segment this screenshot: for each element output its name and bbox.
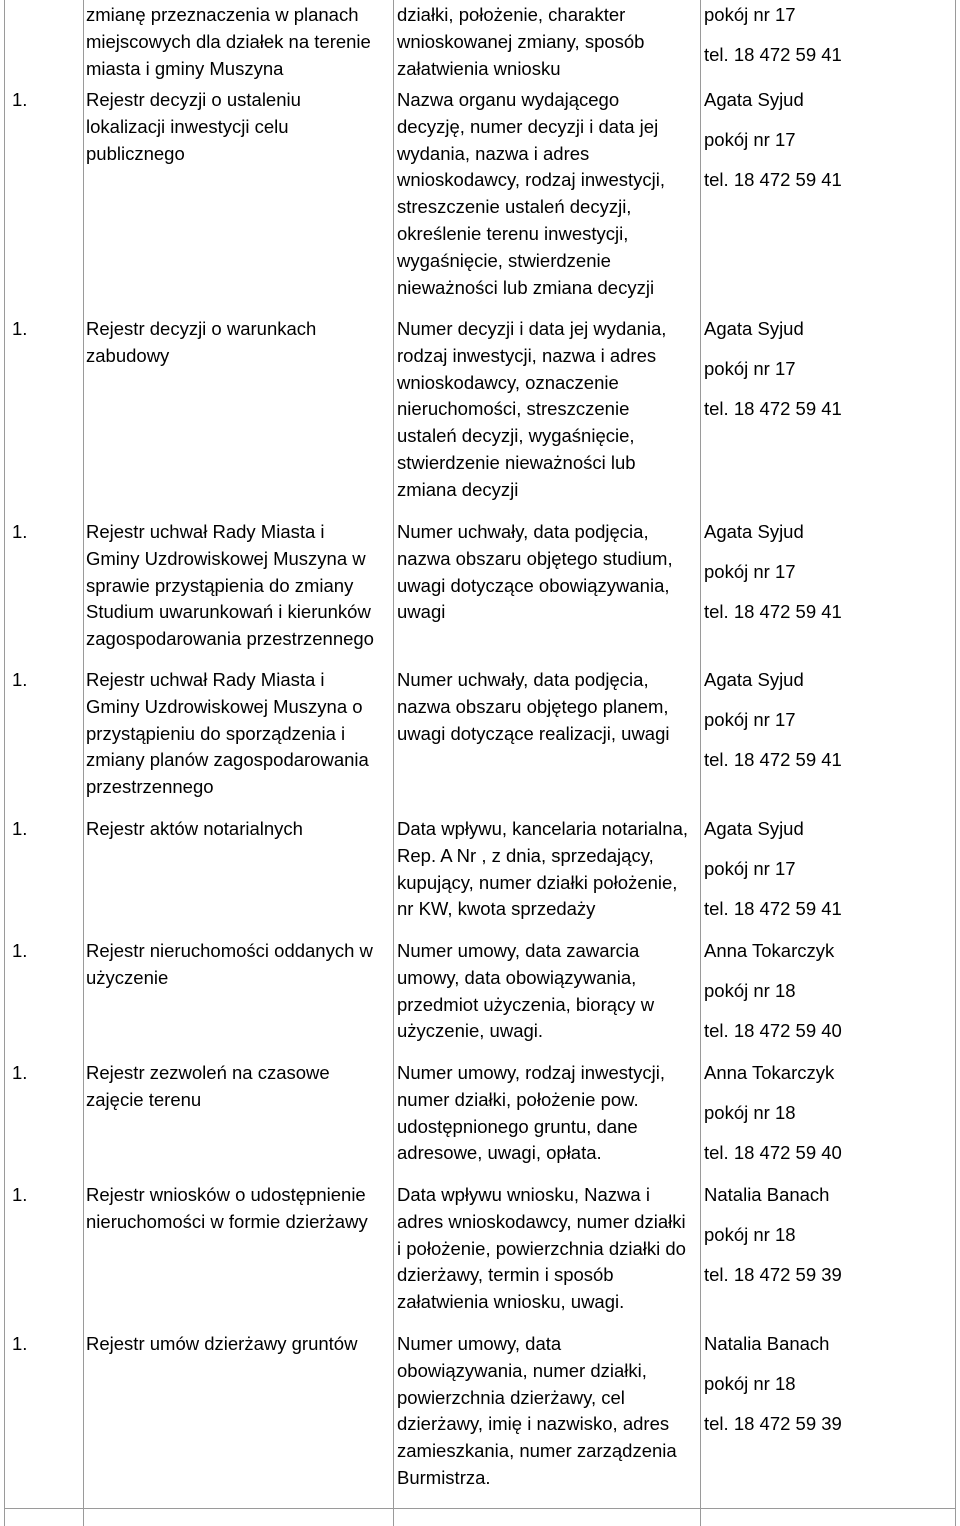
contact-room: pokój nr 18 — [704, 980, 796, 1001]
contact-person: Anna Tokarczyk — [704, 940, 835, 961]
register-scope: Numer decyzji i data jej wydania, rodzaj inwestycji, nazwa i adres wnioskodawcy, oznaczenie nieruchomości, streszczenie ustaleń decyzji, wygaśnięcie, stwierdzenie nieważności lub zmiana decyzji — [397, 318, 667, 500]
row-number: 1. — [12, 669, 28, 690]
row-number: 1. — [12, 1333, 28, 1354]
contact-phone: tel. 18 472 59 40 — [704, 1142, 842, 1163]
contact-person: Agata Syjud — [704, 818, 804, 839]
register-scope: Numer uchwały, data podjęcia, nazwa obszaru objętego planem, uwagi dotyczące realizacji, uwagi — [397, 669, 670, 744]
contact-person: Agata Syjud — [704, 89, 804, 110]
register-name: Rejestr uchwał Rady Miasta i Gminy Uzdrowiskowej Muszyna w sprawie przystąpienia do zmiany Studium uwarunkowań i kierunków zagospodarowania przestrzennego — [86, 521, 374, 650]
contact-person: Natalia Banach — [704, 1333, 830, 1354]
register-scope: Numer umowy, data zawarcia umowy, data obowiązywania, przedmiot użyczenia, biorący w użyczenie, uwagi. — [397, 940, 655, 1042]
row-number: 1. — [12, 940, 28, 961]
register-scope: Data wpływu wniosku, Nazwa i adres wnioskodawcy, numer działki i położenie, powierzchnia działki do dzierżawy, termin i sposób załatwienia wniosku, uwagi. — [397, 1184, 686, 1313]
contact-room: pokój nr 17 — [704, 858, 796, 879]
register-scope: Numer umowy, data obowiązywania, numer działki, powierzchnia dzierżawy, cel dzierżawy, imię i nazwisko, adres zamieszkania, numer zarządzenia Burmistrza. — [397, 1333, 677, 1488]
contact-phone: tel. 18 472 59 41 — [704, 601, 842, 622]
contact-person: Anna Tokarczyk — [704, 1062, 835, 1083]
table-border-left — [4, 0, 5, 1526]
contact-room: pokój nr 18 — [704, 1373, 796, 1394]
register-name: Rejestr decyzji o ustaleniu lokalizacji inwestycji celu publicznego — [86, 89, 301, 164]
contact-room: pokój nr 18 — [704, 1102, 796, 1123]
contact-room: pokój nr 17 — [704, 129, 796, 150]
register-name: Rejestr uchwał Rady Miasta i Gminy Uzdrowiskowej Muszyna o przystąpieniu do sporządzenia i zmiany planów zagospodarowania przestrzennego — [86, 669, 369, 798]
register-scope: działki, położenie, charakter wnioskowanej zmiany, sposób załatwienia wniosku — [397, 4, 645, 79]
table-border-bottom — [4, 1508, 955, 1509]
contact-room: pokój nr 18 — [704, 1224, 796, 1245]
contact-phone: tel. 18 472 59 39 — [704, 1413, 842, 1434]
register-name: Rejestr nieruchomości oddanych w użyczenie — [86, 940, 373, 988]
column-divider — [83, 0, 84, 1526]
contact-room: pokój nr 17 — [704, 4, 796, 25]
contact-phone: tel. 18 472 59 39 — [704, 1264, 842, 1285]
contact-person: Agata Syjud — [704, 318, 804, 339]
register-scope: Numer umowy, rodzaj inwestycji, numer działki, położenie pow. udostępnionego gruntu, dane adresowe, uwagi, opłata. — [397, 1062, 665, 1164]
contact-phone: tel. 18 472 59 41 — [704, 898, 842, 919]
contact-phone: tel. 18 472 59 41 — [704, 398, 842, 419]
register-name: Rejestr wniosków o udostępnienie nieruchomości w formie dzierżawy — [86, 1184, 368, 1232]
contact-phone: tel. 18 472 59 40 — [704, 1020, 842, 1041]
table-border-right — [955, 0, 956, 1526]
contact-person: Natalia Banach — [704, 1184, 830, 1205]
contact-person: Agata Syjud — [704, 521, 804, 542]
contact-phone: tel. 18 472 59 41 — [704, 749, 842, 770]
register-name: zmianę przeznaczenia w planach miejscowych dla działek na terenie miasta i gminy Muszyna — [86, 4, 371, 79]
register-scope: Nazwa organu wydającego decyzję, numer decyzji i data jej wydania, nazwa i adres wnioskodawcy, rodzaj inwestycji, streszczenie ustaleń decyzji, określenie terenu inwestycji, wygaśnięcie, stwierdzenie nieważności lub zmiana decyzji — [397, 89, 666, 298]
row-number: 1. — [12, 1184, 28, 1205]
register-name: Rejestr decyzji o warunkach zabudowy — [86, 318, 317, 366]
contact-phone: tel. 18 472 59 41 — [704, 169, 842, 190]
register-name: Rejestr aktów notarialnych — [86, 818, 303, 839]
column-divider — [393, 0, 394, 1526]
register-scope: Numer uchwały, data podjęcia, nazwa obszaru objętego studium, uwagi dotyczące obowiązywania, uwagi — [397, 521, 673, 623]
contact-phone: tel. 18 472 59 41 — [704, 44, 842, 65]
contact-person: Agata Syjud — [704, 669, 804, 690]
register-scope: Data wpływu, kancelaria notarialna, Rep. A Nr , z dnia, sprzedający, kupujący, numer działki położenie, nr KW, kwota sprzedaży — [397, 818, 689, 920]
column-divider — [700, 0, 701, 1526]
row-number: 1. — [12, 521, 28, 542]
row-number: 1. — [12, 318, 28, 339]
row-number: 1. — [12, 1062, 28, 1083]
contact-room: pokój nr 17 — [704, 561, 796, 582]
register-name: Rejestr zezwoleń na czasowe zajęcie terenu — [86, 1062, 330, 1110]
contact-room: pokój nr 17 — [704, 358, 796, 379]
row-number: 1. — [12, 818, 28, 839]
register-name: Rejestr umów dzierżawy gruntów — [86, 1333, 358, 1354]
row-number: 1. — [12, 89, 28, 110]
contact-room: pokój nr 17 — [704, 709, 796, 730]
